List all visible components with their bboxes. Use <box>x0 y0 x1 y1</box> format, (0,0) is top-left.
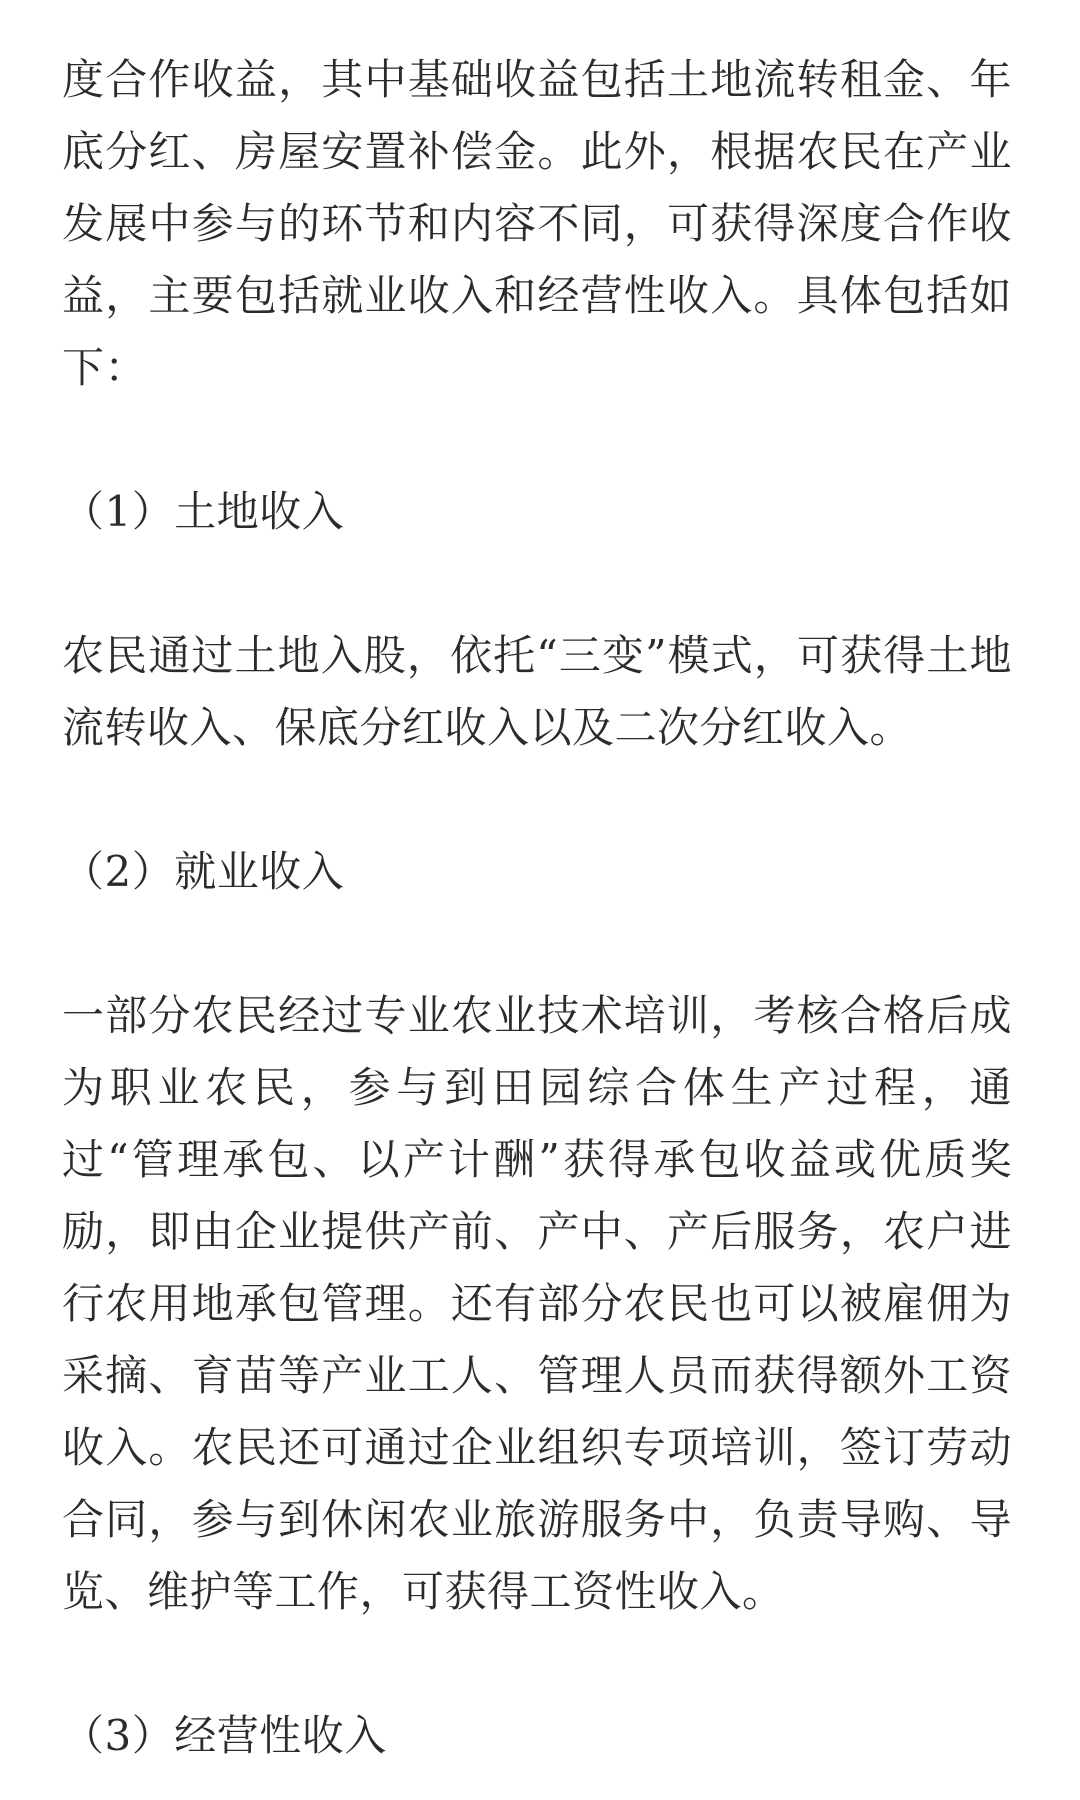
spacer <box>62 404 1012 476</box>
spacer <box>62 908 1012 980</box>
spacer <box>62 548 1012 620</box>
spacer <box>62 764 1012 836</box>
employment-income-paragraph: 一部分农民经过专业农业技术培训，考核合格后成为职业农民，参与到田园综合体生产过程，通过“管理承包、以产计酬”获得承包收益或优质奖励，即由企业提供产前、产中、产后服务，农户进行农用地承包管理。还有部分农民也可以被雇佣为采摘、育苗等产业工人、管理人员而获得额外工资收入。农民还可通过企业组织专项培训，签订劳动合同，参与到休闲农业旅游服务中，负责导购、导览、维护等工作，可获得工资性收入。 <box>62 991 1012 1616</box>
intro-paragraph: 度合作收益，其中基础收益包括土地流转租金、年底分红、房屋安置补偿金。此外，根据农民在产业发展中参与的环节和内容不同，可获得深度合作收益，主要包括就业收入和经营性收入。具体包括如下： <box>62 55 1012 392</box>
section-heading-land-income: （1）土地收入 <box>62 487 345 536</box>
article-body <box>62 44 1012 1772</box>
section-heading-operating-income: （3）经营性收入 <box>62 1711 387 1760</box>
section-heading-employment-income: （2）就业收入 <box>62 847 345 896</box>
spacer <box>62 1628 1012 1700</box>
land-income-paragraph: 农民通过土地入股，依托“三变”模式，可获得土地流转收入、保底分红收入以及二次分红收入。 <box>62 631 1012 752</box>
